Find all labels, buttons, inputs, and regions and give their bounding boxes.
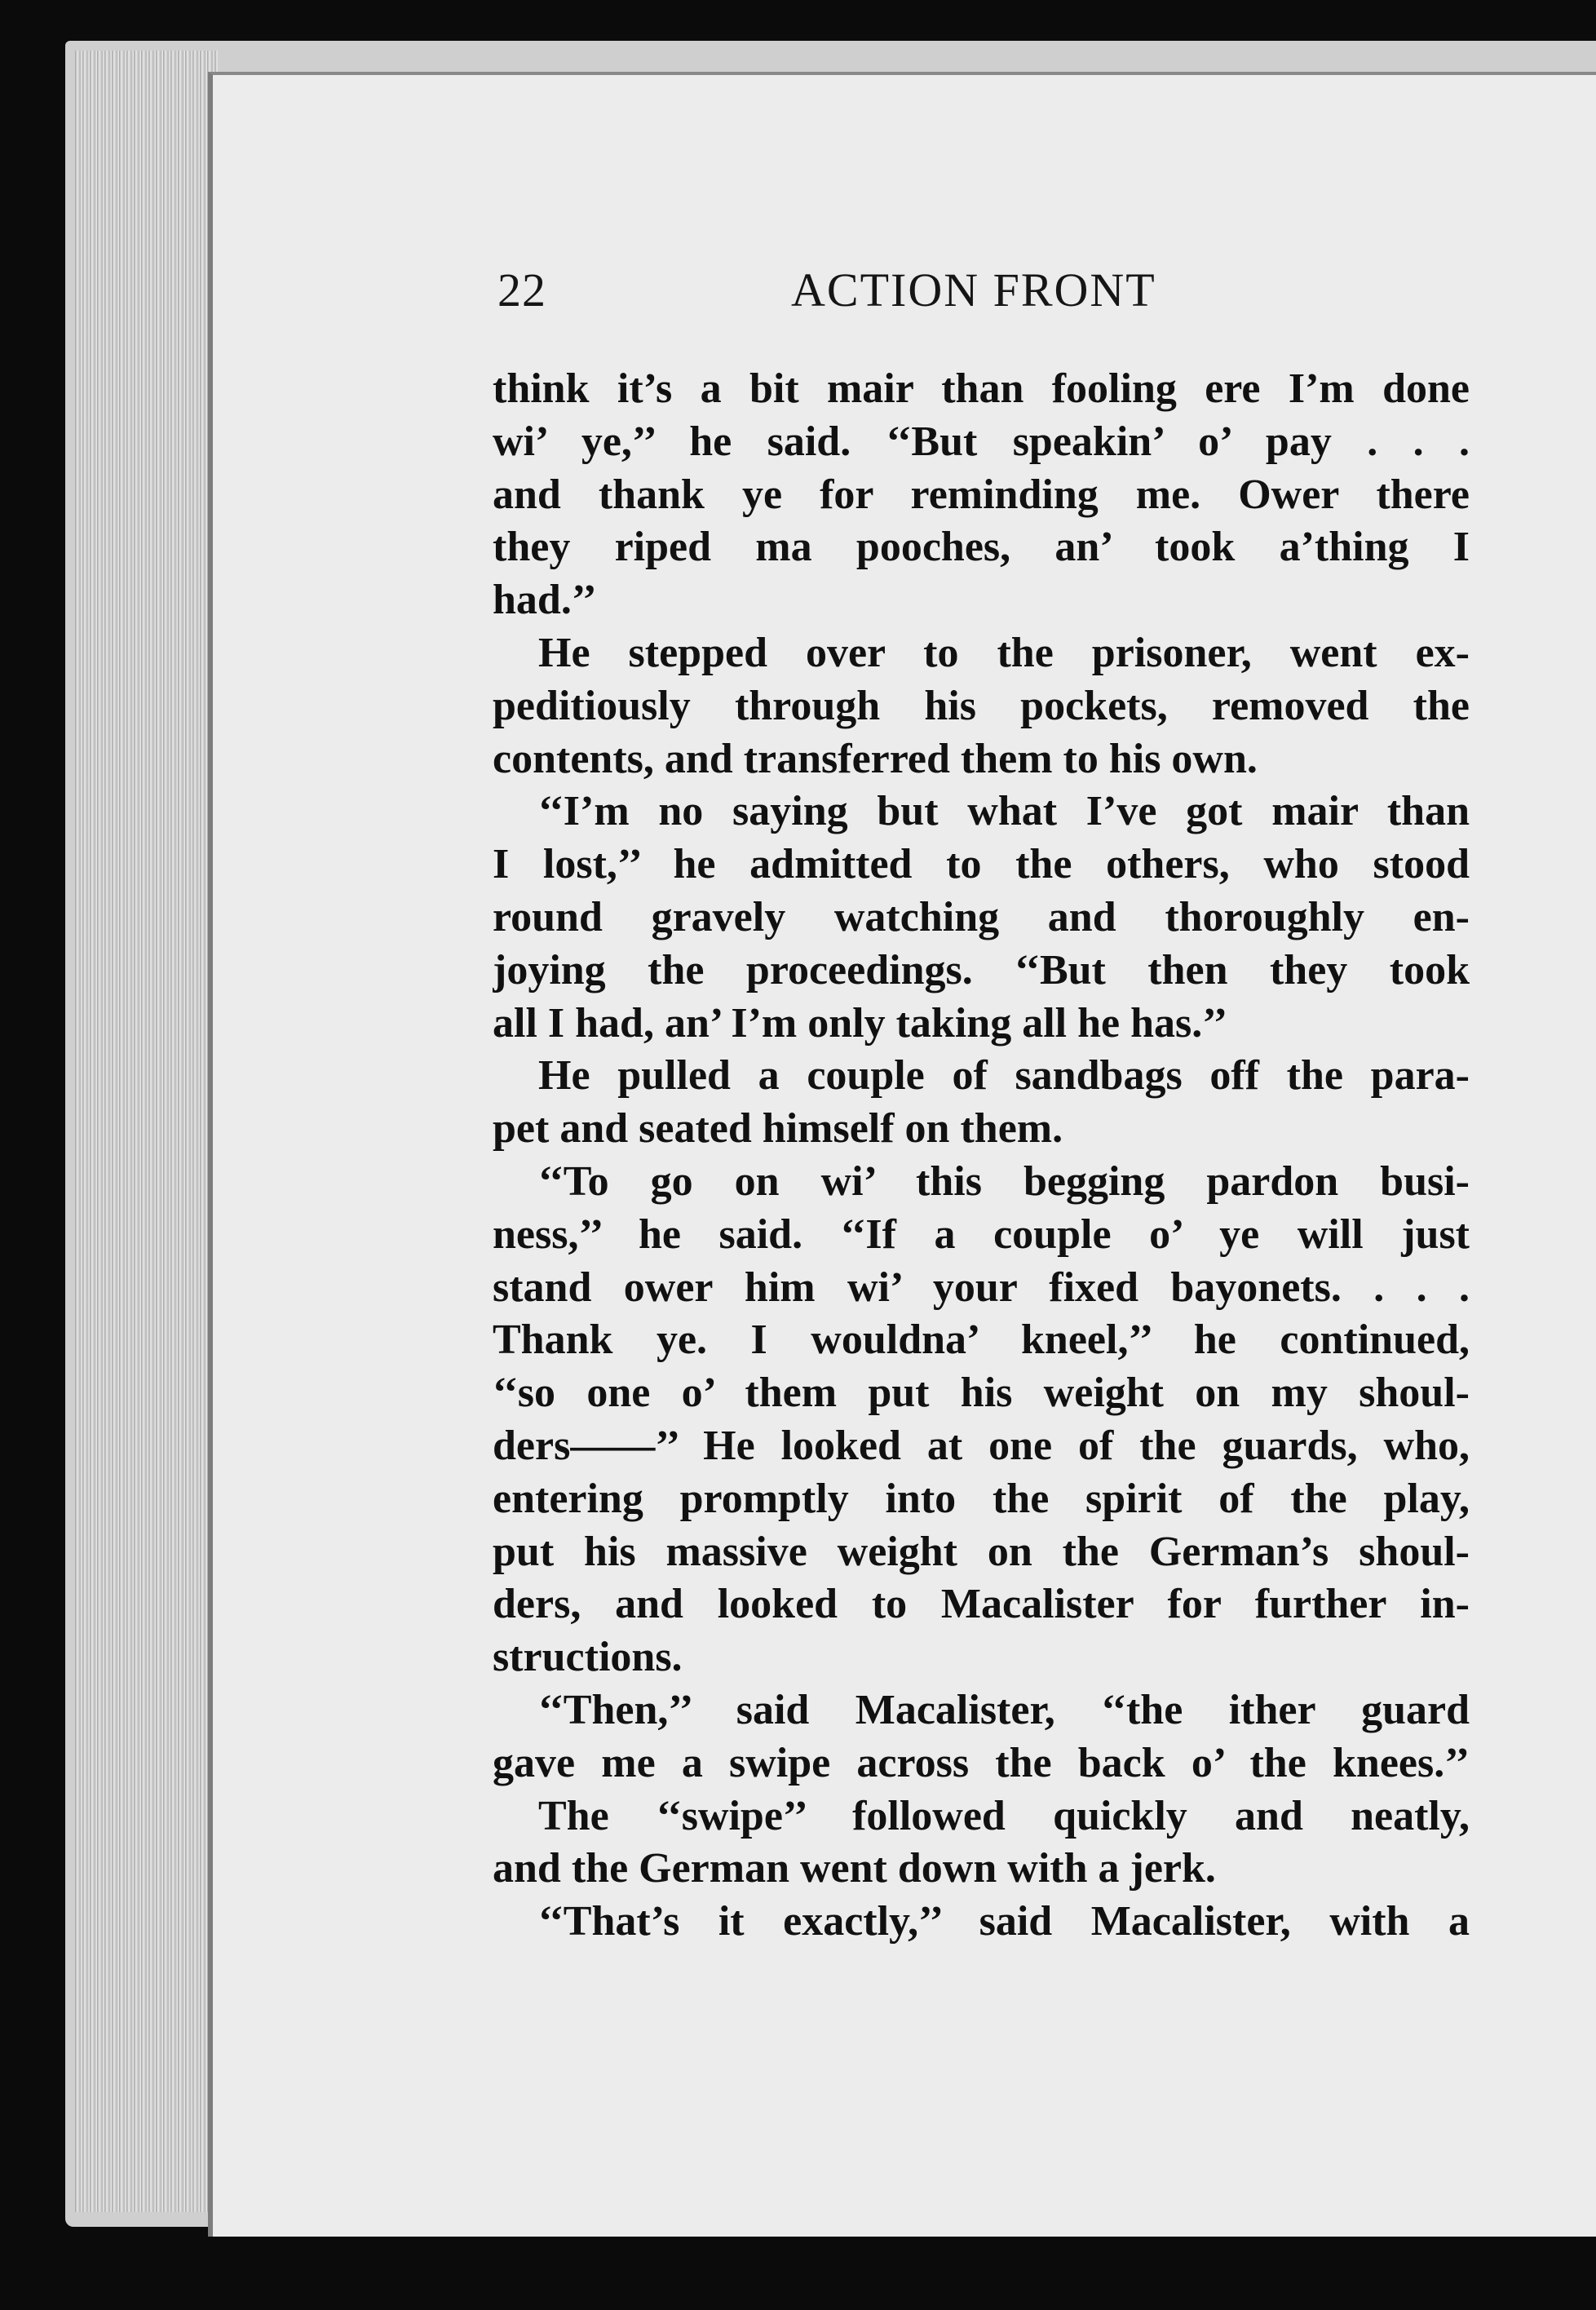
text-line: wi’ ye,’’ he said. ‘‘But speakin’ o’ pay . . .: [493, 418, 1470, 465]
text-line: structions.: [493, 1634, 683, 1681]
text-line: He pulled a couple of sandbags off the para-: [538, 1052, 1470, 1100]
text-line: He stepped over to the prisoner, went ex-: [538, 629, 1470, 676]
text-line: entering promptly into the spirit of the play,: [493, 1475, 1470, 1522]
text-line: contents, and transferred them to his own.: [493, 735, 1258, 782]
text-line: ‘‘That’s it exactly,’’ said Macalister, with a: [538, 1898, 1470, 1945]
text-line: ‘‘Then,’’ said Macalister, ‘‘the ither guard: [538, 1686, 1470, 1733]
page-number: 22: [497, 263, 546, 316]
page-edges: [75, 51, 218, 2212]
text-line: round gravely watching and thoroughly en-: [493, 893, 1470, 940]
text-line: pet and seated himself on them.: [493, 1105, 1063, 1153]
text-line: ness,’’ he said. ‘‘If a couple o’ ye will just: [493, 1210, 1470, 1258]
text-line: put his massive weight on the German’s shoul-: [493, 1528, 1470, 1575]
body-text: [493, 363, 1470, 1949]
text-line: had.’’: [493, 577, 597, 624]
text-line: gave me a swipe across the back o’ the knees.’’: [493, 1739, 1470, 1786]
text-line: ‘‘so one o’ them put his weight on my shoul-: [493, 1370, 1470, 1417]
text-line: all I had, an’ I’m only taking all he has.’’: [493, 999, 1228, 1047]
text-line: they riped ma pooches, an’ took a’thing I: [493, 524, 1470, 571]
text-line: ders, and looked to Macalister for further in-: [493, 1581, 1470, 1628]
text-line: and thank ye for reminding me. Ower there: [493, 471, 1470, 518]
text-line: ‘‘To go on wi’ this begging pardon busi-: [538, 1157, 1470, 1205]
text-line: ‘‘I’m no saying but what I’ve got mair than: [538, 788, 1470, 835]
running-head: ACTION FRONT: [791, 263, 1156, 316]
text-line: stand ower him wi’ your fixed bayonets. . . .: [493, 1263, 1470, 1311]
page-header: [497, 263, 1468, 328]
text-line: peditiously through his pockets, removed the: [493, 682, 1470, 729]
text-line: I lost,’’ he admitted to the others, who stood: [493, 841, 1470, 888]
text-line: think it’s a bit mair than fooling ere I’m done: [493, 365, 1470, 412]
text-line: ders——’’ He looked at one of the guards, who,: [493, 1422, 1470, 1469]
text-line: and the German went down with a jerk.: [493, 1845, 1216, 1892]
text-line: Thank ye. I wouldna’ kneel,’’ he continued,: [493, 1317, 1470, 1364]
text-line: joying the proceedings. ‘‘But then they took: [493, 946, 1470, 993]
text-line: The ‘‘swipe’’ followed quickly and neatly,: [538, 1792, 1470, 1839]
